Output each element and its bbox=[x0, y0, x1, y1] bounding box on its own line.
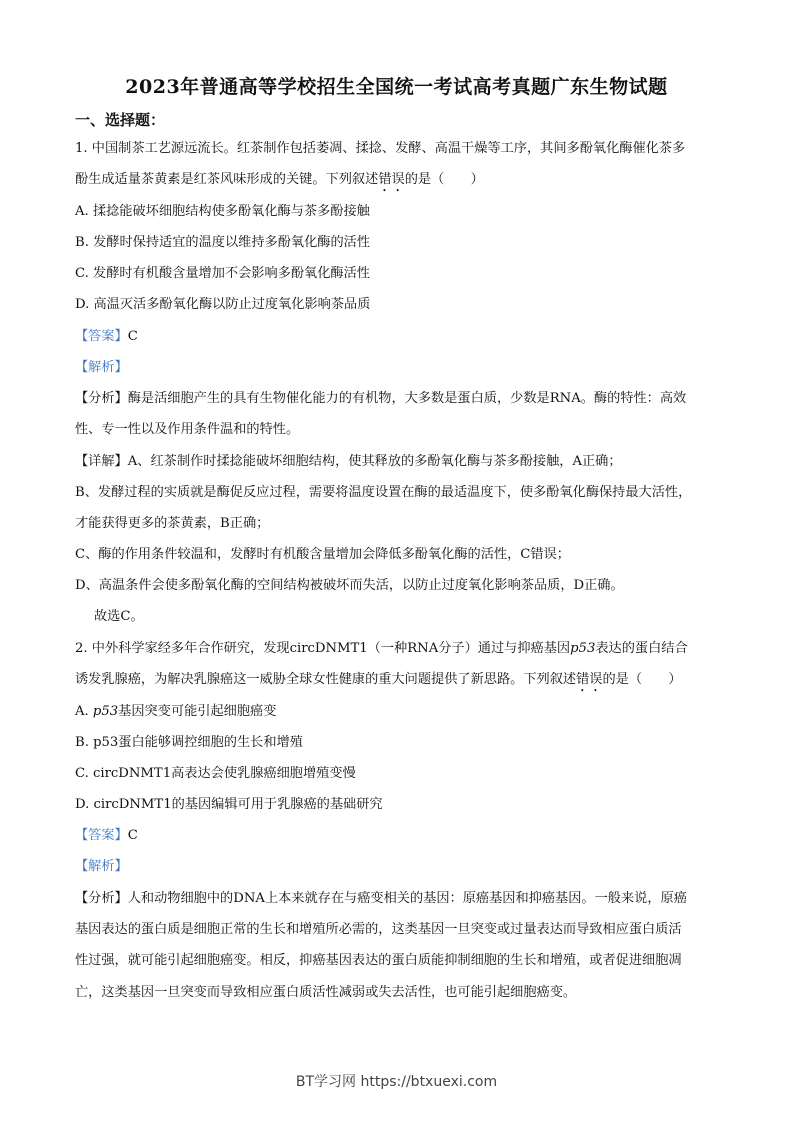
q2-option-d: D. circDNMT1的基因编辑可用于乳腺癌的基础研究 bbox=[75, 797, 383, 812]
q2-stem-line1: 2. 中外科学家经多年合作研究，发现circDNMT1（一种RNA分子）通过与抑癌基因p53表达的蛋白结合 bbox=[75, 641, 688, 656]
q1-stem-line2: 酚生成适量茶黄素是红茶风味形成的关键。下列叙述错误的是（ ） bbox=[75, 172, 484, 187]
q2-option-c: C. circDNMT1高表达会使乳腺癌细胞增殖变慢 bbox=[75, 766, 356, 781]
q1-fenxi-line2: 性、专一性以及作用条件温和的特性。 bbox=[75, 422, 300, 437]
q2-option-b: B. p53蛋白能够调控细胞的生长和增殖 bbox=[75, 735, 303, 750]
q1-detail-line6: 故选C。 bbox=[94, 609, 144, 624]
q1-detail-line2: B、发酵过程的实质就是酶促反应过程，需要将温度设置在酶的最适温度下，使多酚氧化酶保持最大活性， bbox=[75, 485, 692, 500]
q2-stem-line2: 诱发乳腺癌，为解决乳腺癌这一威胁全球女性健康的重大问题提供了新思路。下列叙述错误的是（ ） bbox=[75, 672, 682, 687]
q1-fenxi-line1: 【分析】酶是活细胞产生的具有生物催化能力的有机物，大多数是蛋白质，少数是RNA。酶的特性：高效 bbox=[75, 391, 687, 406]
q2-fenxi-line3: 性过强，就可能引起细胞癌变。相反，抑癌基因表达的蛋白质能抑制细胞的生长和增殖，或者促进细胞凋 bbox=[75, 953, 682, 968]
page-title: 2023年普通高等学校招生全国统一考试高考真题广东生物试题 bbox=[125, 76, 668, 98]
q1-option-d: D. 高温灭活多酚氧化酶以防止过度氧化影响茶品质 bbox=[75, 297, 371, 312]
q1-option-a: A. 揉捻能破坏细胞结构使多酚氧化酶与茶多酚接触 bbox=[75, 204, 370, 219]
q1-answer: 【答案】C bbox=[75, 329, 138, 344]
q2-fenxi-line1: 【分析】人和动物细胞中的DNA上本来就存在与癌变相关的基因：原癌基因和抑癌基因。一般来说，原癌 bbox=[75, 891, 687, 906]
q1-detail-line3: 才能获得更多的茶黄素，B正确； bbox=[75, 516, 270, 531]
q1-detail-line4: C、酶的作用条件较温和，发酵时有机酸含量增加会降低多酚氧化酶的活性，C错误； bbox=[75, 547, 570, 562]
q2-fenxi-line4: 亡，这类基因一旦突变而导致相应蛋白质活性减弱或失去活性，也可能引起细胞癌变。 bbox=[75, 985, 577, 1000]
q2-fenxi-line2: 基因表达的蛋白质是细胞正常的生长和增殖所必需的，这类基因一旦突变或过量表达而导致相应蛋白质活 bbox=[75, 922, 682, 937]
site-watermark-footer: BT学习网 https://btxuexi.com bbox=[295, 1074, 498, 1090]
q2-analysis-tag: 【解析】 bbox=[75, 859, 128, 874]
q2-option-a: A. p53基因突变可能引起细胞癌变 bbox=[75, 704, 277, 719]
q1-stem-line1: 1. 中国制茶工艺源远流长。红茶制作包括萎凋、揉捻、发酵、高温干燥等工序，其间多酚氧化酶催化茶多 bbox=[75, 141, 686, 156]
q1-detail-line5: D、高温条件会使多酚氧化酶的空间结构被破坏而失活，以防止过度氧化影响茶品质，D正确。 bbox=[75, 578, 624, 593]
q1-analysis-tag: 【解析】 bbox=[75, 360, 128, 375]
section-heading: 一、选择题： bbox=[75, 111, 166, 129]
q1-option-c: C. 发酵时有机酸含量增加不会影响多酚氧化酶活性 bbox=[75, 266, 370, 281]
q1-detail-line1: 【详解】A、红茶制作时揉捻能破坏细胞结构，使其释放的多酚氧化酶与茶多酚接触，A正确； bbox=[75, 454, 622, 469]
q2-answer: 【答案】C bbox=[75, 828, 138, 843]
q1-option-b: B. 发酵时保持适宜的温度以维持多酚氧化酶的活性 bbox=[75, 235, 371, 250]
